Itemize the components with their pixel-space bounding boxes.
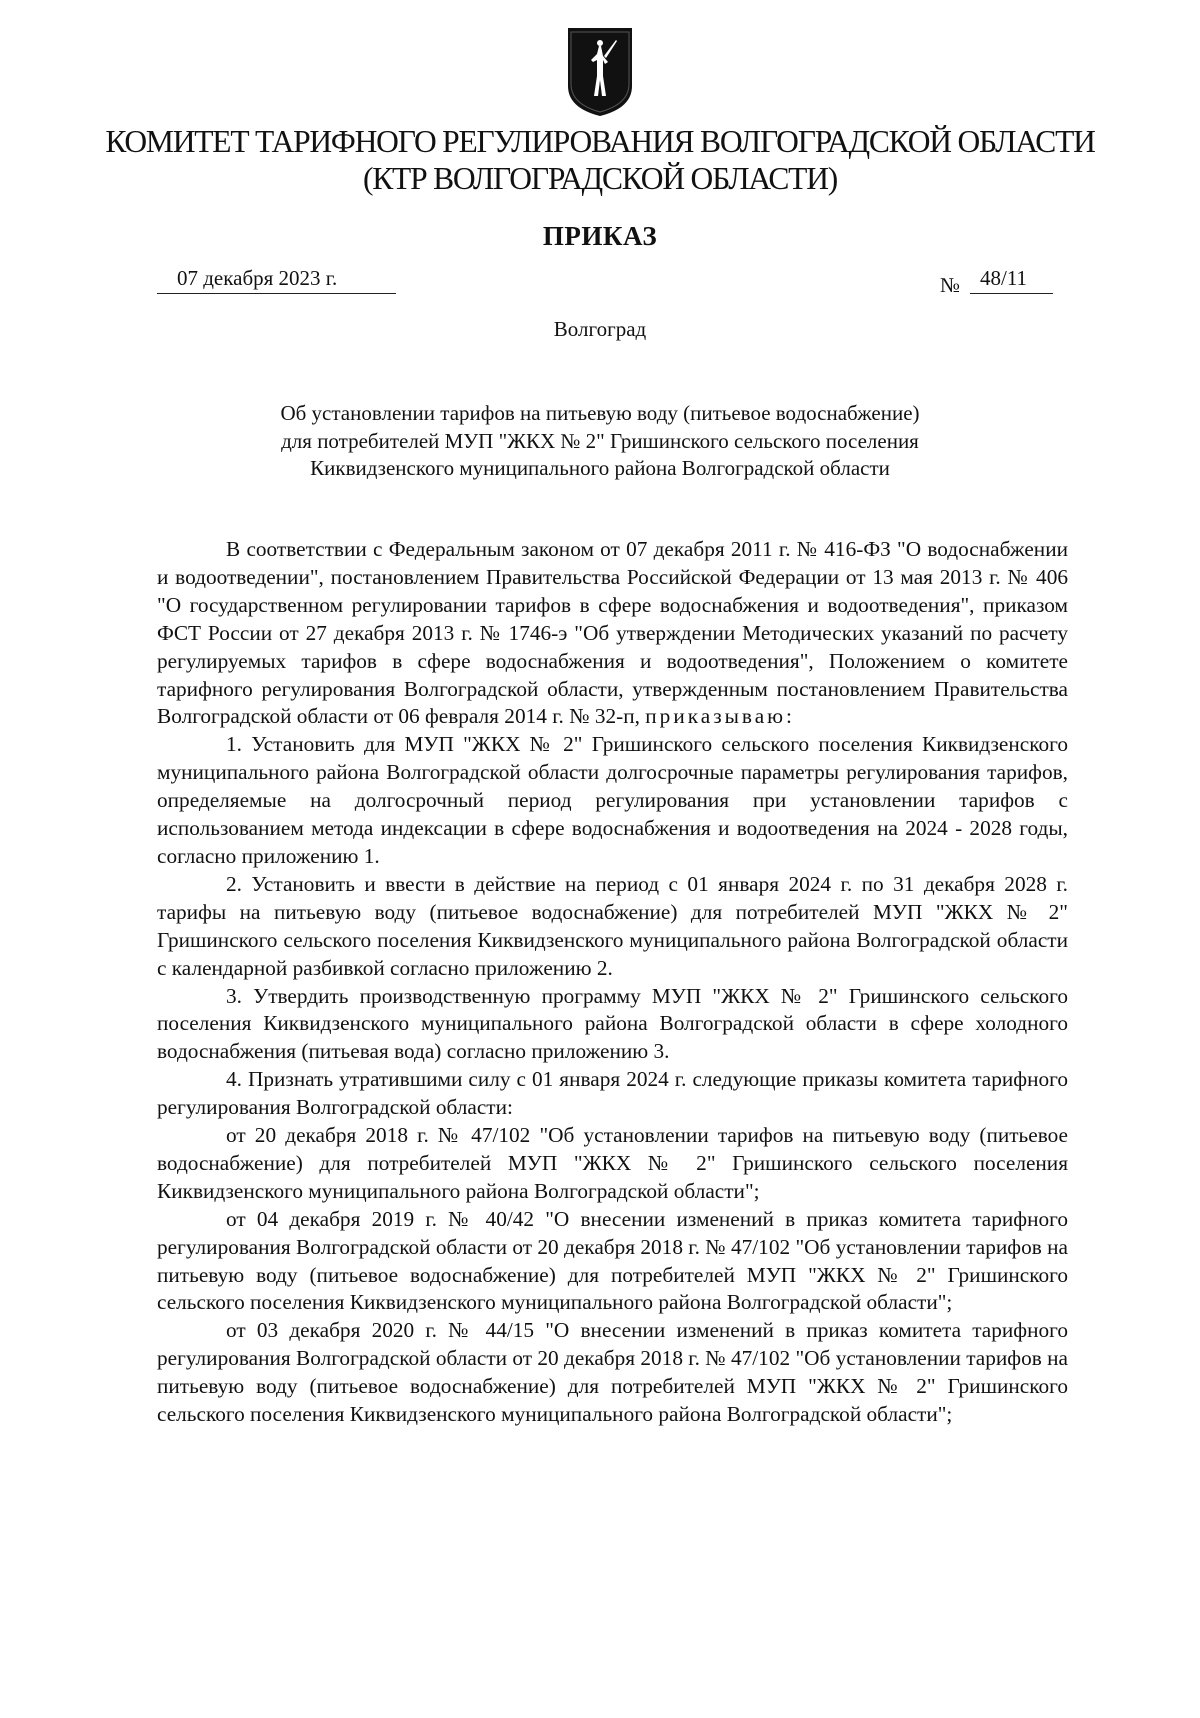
subject-line: Об установлении тарифов на питьевую воду (питьевое водоснабжение)	[280, 401, 920, 425]
document-date: 07 декабря 2023 г.	[157, 263, 396, 294]
repealed-order-2: от 04 декабря 2019 г. № 40/42 "О внесении изменений в приказ комитета тарифного регулирования Волгоградской области от 20 декабря 2018 г. № 47/102 "Об установлении тарифов на питьевую воду (питьевое водоснабжение) для потребителей МУП "ЖКХ № 2" Гришинского сельского поселения Киквидзенского муниципального района Волгоградской области";	[157, 1206, 1068, 1315]
organization-name: КОМИТЕТ ТАРИФНОГО РЕГУЛИРОВАНИЯ ВОЛГОГРАДСКОЙ ОБЛАСТИ	[105, 124, 1095, 159]
repealed-order-1: от 20 декабря 2018 г. № 47/102 "Об установлении тарифов на питьевую воду (питьевое водоснабжение) для потребителей МУП "ЖКХ № 2" Гришинского сельского поселения Киквидзенского муниципального района Волгоградской области";	[157, 1123, 1068, 1203]
subject-line: Киквидзенского муниципального района Волгоградской области	[310, 456, 890, 480]
document-number-label: №	[940, 273, 961, 297]
document-body	[157, 536, 1068, 1429]
subject-line: для потребителей МУП "ЖКХ № 2" Гришинского сельского поселения	[281, 428, 919, 453]
document-number: 48/11	[970, 263, 1053, 294]
document-city: Волгоград	[553, 317, 647, 341]
order-item-3: 3. Утвердить производственную программу МУП "ЖКХ № 2" Гришинского сельского поселения Киквидзенского муниципального района Волгоградской области в сфере холодного водоснабжения (питьевая вода) согласно приложению 3.	[157, 983, 1068, 1064]
document-subject	[250, 400, 950, 483]
preamble-verb: приказываю:	[645, 704, 795, 729]
organization-short-name: (КТР ВОЛГОГРАДСКОЙ ОБЛАСТИ)	[362, 161, 838, 196]
preamble-paragraph	[157, 536, 1068, 731]
order-item-2: 2. Установить и ввести в действие на период с 01 января 2024 г. по 31 декабря 2028 г. тарифы на питьевую воду (питьевое водоснабжение) для потребителей МУП "ЖКХ № 2" Гришинского сельского поселения Киквидзенского муниципального района Волгоградской области с календарной разбивкой согласно приложению 2.	[157, 871, 1068, 980]
preamble-text: В соответствии с Федеральным законом от 07 декабря 2011 г. № 416-ФЗ "О водоснабжении и водоотведении", постановлением Правительства Российской Федерации от 13 мая 2013 г. № 406 "О государственном регулировании тарифов в сфере водоснабжения и водоотведения", приказом ФСТ России от 27 декабря 2013 г. № 1746-э "Об утверждении Методических указаний по расчету регулируемых тарифов в сфере водоснабжения и водоотведения", Положением о комитете тарифного регулирования Волгоградской области, утвержденным постановлением Правительства Волгоградской области от 06 февраля 2014 г. № 32-п,	[157, 537, 1068, 729]
order-item-1: 1. Установить для МУП "ЖКХ № 2" Гришинского сельского поселения Киквидзенского муниципального района Волгоградской области долгосрочные параметры регулирования тарифов, определяемые на долгосрочный период регулирования при установлении тарифов с использованием метода индексации в сфере водоснабжения и водоотведения на 2024 - 2028 годы, согласно приложению 1.	[157, 732, 1068, 868]
order-item-4: 4. Признать утратившими силу с 01 января 2024 г. следующие приказы комитета тарифного регулирования Волгоградской области:	[157, 1067, 1068, 1120]
document-title: ПРИКАЗ	[542, 221, 658, 251]
volgograd-emblem-icon	[566, 26, 634, 118]
repealed-order-3: от 03 декабря 2020 г. № 44/15 "О внесении изменений в приказ комитета тарифного регулирования Волгоградской области от 20 декабря 2018 г. № 47/102 "Об установлении тарифов на питьевую воду (питьевое водоснабжение) для потребителей МУП "ЖКХ № 2" Гришинского сельского поселения Киквидзенского муниципального района Волгоградской области";	[157, 1318, 1068, 1427]
